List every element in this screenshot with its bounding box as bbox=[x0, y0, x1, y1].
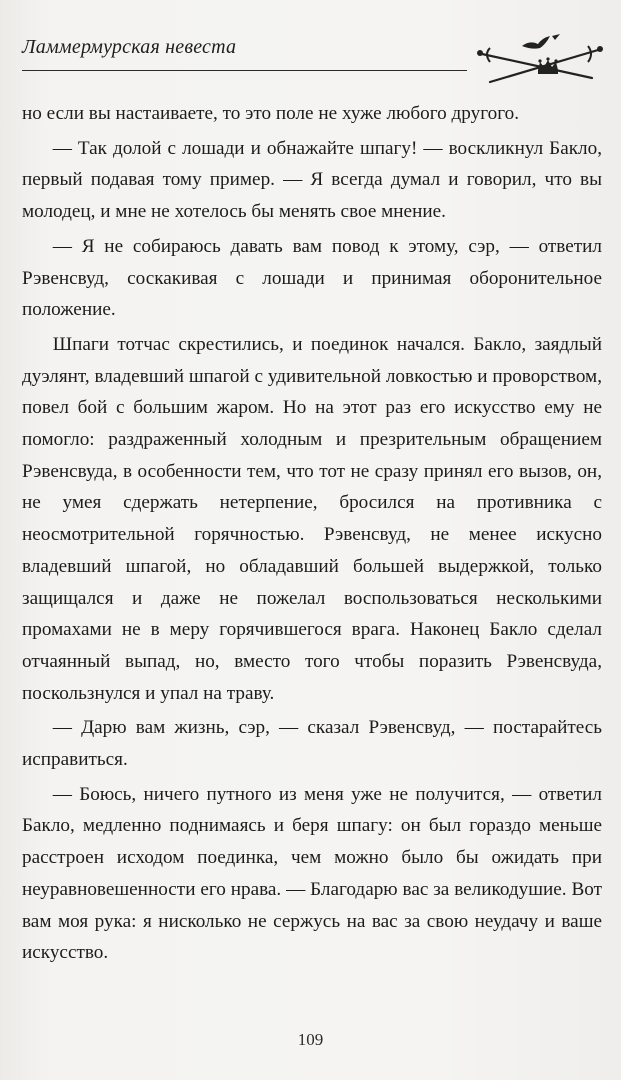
page-header bbox=[22, 24, 602, 94]
paragraph: — Я не собираюсь давать вам повод к этому, сэр, — ответил Рэвенсвуд, соскакивая с лошади и принимая оборонительное положение. bbox=[22, 235, 602, 321]
paragraph: Шпаги тотчас скрестились, и поединок начался. Бакло, заядлый дуэлянт, владевший шпагой с удивительной ловкостью и проворством, повел бой с большим жаром. Но на этот раз его искусство ему не помогло: раздраженный холодным и презрительным обращением Рэвенсвуда, в особенности тем, что тот не сразу принял его вызов, он, не умея сдержать нетерпение, бросился на противника с неосмотрительной горячностью. Рэвенсвуд, не менее искусно владевший шпагой, но обладавший большей выдержкой, только защищался и даже не пожелал воспользоваться несколькими промахами не в меру горячившегося врага. Наконец Бакло сделал отчаянный выпад, но, вместо того чтобы поразить Рэвенсвуда, поскользнулся и упал на траву. bbox=[22, 333, 602, 704]
page-number: 109 bbox=[297, 1030, 324, 1049]
crossed-swords-crown-emblem-icon bbox=[460, 32, 610, 90]
paragraph: — Боюсь, ничего путного из меня уже не получится, — ответил Бакло, медленно поднимаясь и беря шпагу: он был гораздо меньше расстроен исходом поединка, чем можно было бы ожидать при неуравновешенности его нрава. — Благодарю вас за великодушие. Вот вам моя рука: я нисколько не сержусь на вас за свою неудачу и ваше искусство. bbox=[22, 783, 602, 964]
header-rule bbox=[22, 70, 467, 71]
paragraph: но если вы настаиваете, то это поле не хуже любого другого. bbox=[22, 103, 519, 124]
body-text bbox=[22, 98, 602, 969]
running-title: Ламмермурская невеста bbox=[22, 36, 237, 58]
paragraph: — Так долой с лошади и обнажайте шпагу! — воскликнул Бакло, первый подавая тому пример. — Я всегда думал и говорил, что вы молодец, и мне не хотелось бы менять свое мнение. bbox=[22, 137, 602, 223]
paragraph: — Дарю вам жизнь, сэр, — сказал Рэвенсвуд, — постарайтесь исправиться. bbox=[22, 717, 602, 771]
